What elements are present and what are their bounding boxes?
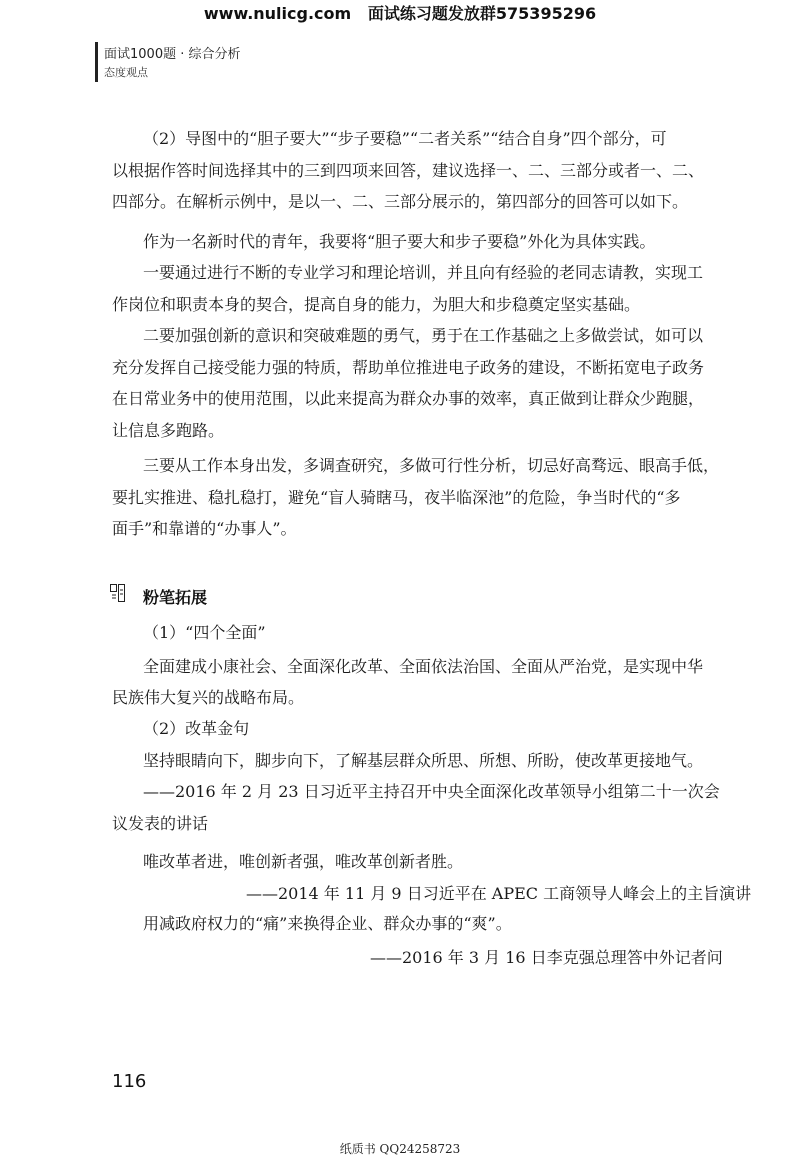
- ext-line: 用减政府权力的“痛”来换得企业、群众办事的“爽”。: [143, 914, 512, 933]
- ext-line: （1）“四个全面”: [143, 623, 266, 642]
- banner-site: www.nulicg.com: [203, 4, 352, 23]
- ext-line: （2）改革金句: [143, 719, 250, 738]
- body-line: 三要从工作本身出发，多调查研究，多做可行性分析，切忌好高骛远、眼高手低，: [143, 456, 720, 475]
- ext-line: 议发表的讲话: [112, 814, 209, 833]
- ext-line: ——2014 年 11 月 9 日习近平在 APEC 工商领导人峰会上的主旨演讲: [246, 884, 752, 903]
- body-line: 在日常业务中的使用范围，以此来提高为群众办事的效率，真正做到让群众少跑腿，: [112, 389, 705, 408]
- body-line: 面手”和靠谱的“办事人”。: [112, 519, 297, 538]
- ext-line: ——2016 年 2 月 23 日习近平主持召开中央全面深化改革领导小组第二十一次会: [143, 782, 720, 801]
- book-title: 面试1000题 · 综合分析: [104, 47, 241, 62]
- body-line: 作岗位和职责本身的契合，提高自身的能力，为胆大和步稳奠定坚实基础。: [112, 295, 641, 314]
- banner-text: 面试练习题发放群575395296: [367, 4, 597, 23]
- body-line: 充分发挥自己接受能力强的特质，帮助单位推进电子政务的建设，不断拓宽电子政务: [112, 358, 705, 377]
- footer-text: 纸质书 QQ24258723: [339, 1142, 461, 1156]
- page-number: 116: [112, 1071, 147, 1092]
- ext-line: 全面建成小康社会、全面深化改革、全面依法治国、全面从严治党，是实现中华: [143, 657, 704, 676]
- ext-line: ——2016 年 3 月 16 日李克强总理答中外记者问: [370, 948, 723, 967]
- top-banner: [0, 1, 800, 24]
- body-line: 四部分。在解析示例中，是以一、二、三部分展示的，第四部分的回答可以如下。: [112, 192, 689, 211]
- section-marker-icon: [110, 584, 125, 602]
- book-subtitle: 态度观点: [104, 66, 148, 79]
- body-line: 让信息多跑路。: [112, 421, 225, 440]
- body-line: （2）导图中的“胆子要大”“步子要稳”“二者关系”“结合自身”四个部分，可: [143, 129, 667, 148]
- body-line: 一要通过进行不断的专业学习和理论培训，并且向有经验的老同志请教，实现工: [143, 263, 704, 282]
- ext-line: 坚持眼睛向下，脚步向下，了解基层群众所思、所想、所盼，使改革更接地气。: [143, 751, 704, 770]
- body-line: 二要加强创新的意识和突破难题的勇气，勇于在工作基础之上多做尝试，如可以: [143, 326, 704, 345]
- body-line: 要扎实推进、稳扎稳打，避免“盲人骑瞎马，夜半临深池”的危险，争当时代的“多: [112, 488, 681, 507]
- ext-line: 民族伟大复兴的战略布局。: [112, 688, 305, 707]
- body-line: 以根据作答时间选择其中的三到四项来回答，建议选择一、二、三部分或者一、二、: [112, 161, 705, 180]
- ext-line: 唯改革者进，唯创新者强，唯改革创新者胜。: [143, 852, 464, 871]
- body-line: 作为一名新时代的青年，我要将“胆子要大和步子要稳”外化为具体实践。: [143, 232, 656, 251]
- section-title: 粉笔拓展: [143, 588, 208, 607]
- header-bar: [95, 42, 98, 82]
